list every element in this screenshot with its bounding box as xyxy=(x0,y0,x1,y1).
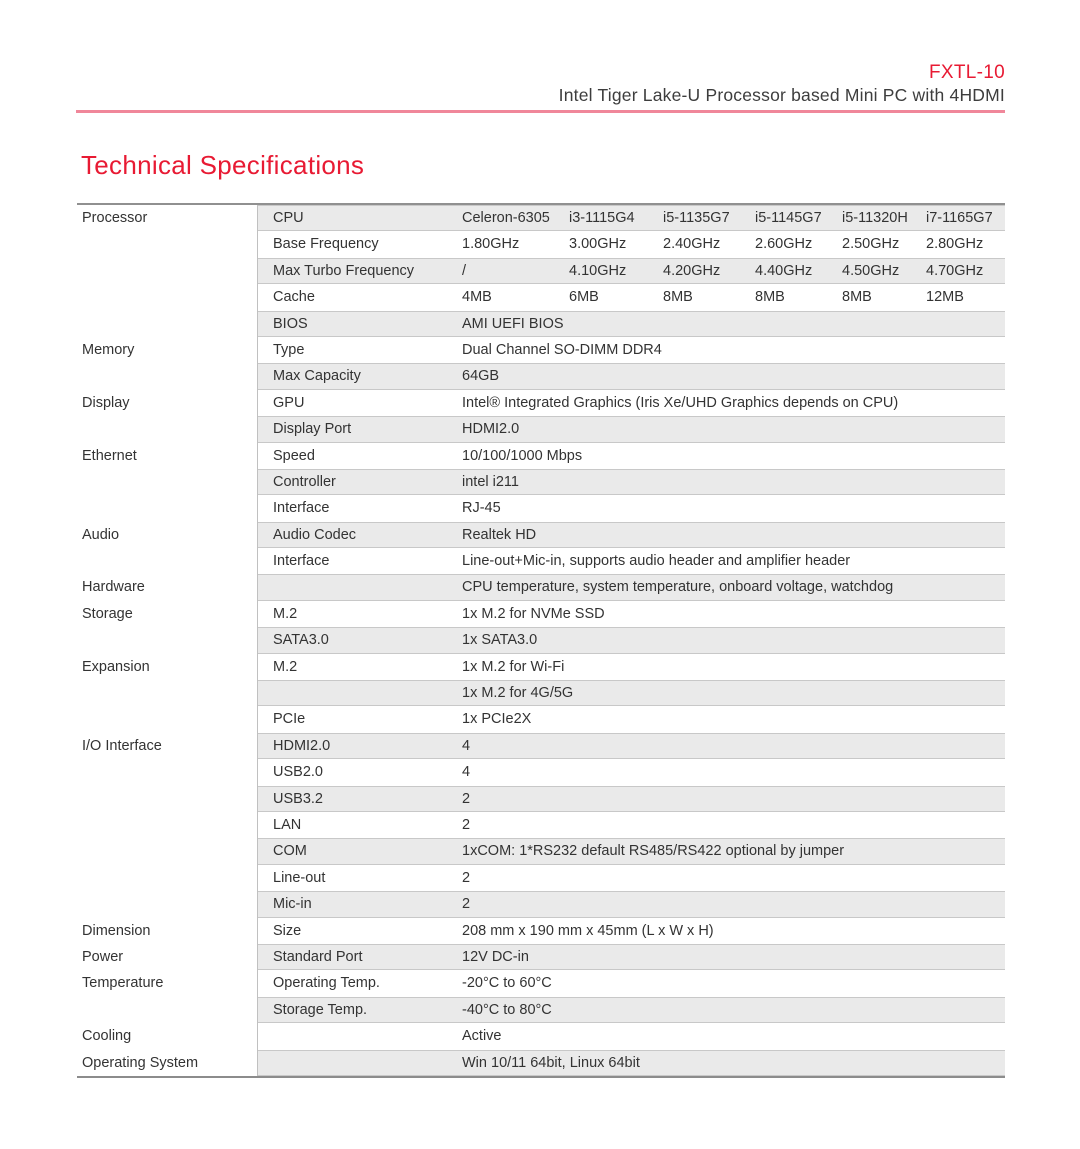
spec-subrow xyxy=(257,759,1005,785)
spec-value-cell: HDMI2.0 xyxy=(462,421,520,438)
spec-subrow xyxy=(257,944,1005,970)
table-row xyxy=(77,891,1005,917)
category-cell xyxy=(77,865,257,891)
category-cell: Temperature xyxy=(82,975,164,992)
category-cell: Storage xyxy=(82,605,133,622)
spec-value-cell: 1x SATA3.0 xyxy=(462,632,538,649)
spec-value-cell: Dual Channel SO-DIMM DDR4 xyxy=(462,341,662,358)
spec-value-col: 2.60GHz xyxy=(755,236,813,253)
category-cell: Hardware xyxy=(82,579,145,596)
spec-subrow xyxy=(257,284,1005,310)
spec-value-cell xyxy=(462,258,1005,284)
category-cell xyxy=(77,838,257,864)
table-row xyxy=(77,311,1005,337)
spec-value-cell: intel i211 xyxy=(462,473,519,490)
spec-label-cell xyxy=(258,574,462,600)
spec-label-cell: LAN xyxy=(273,816,302,833)
page-header xyxy=(559,60,1005,106)
spec-label-cell: Base Frequency xyxy=(273,236,379,253)
spec-subrow xyxy=(257,443,1005,469)
spec-subrow xyxy=(257,522,1005,548)
table-row xyxy=(77,574,1005,600)
category-cell xyxy=(77,258,257,284)
table-row xyxy=(77,865,1005,891)
category-cell: Memory xyxy=(82,341,135,358)
table-row xyxy=(77,469,1005,495)
spec-label-cell: Type xyxy=(273,341,305,358)
spec-label-cell: Cache xyxy=(273,289,315,306)
spec-subrow xyxy=(257,390,1005,416)
spec-value-cell: 2 xyxy=(462,896,471,913)
spec-value-cell: Realtek HD xyxy=(462,526,537,543)
spec-label-cell: Controller xyxy=(273,473,336,490)
spec-label-cell: USB2.0 xyxy=(273,764,323,781)
category-cell xyxy=(77,311,257,337)
table-row xyxy=(77,363,1005,389)
spec-label-cell xyxy=(258,1023,462,1049)
spec-value-cell: AMI UEFI BIOS xyxy=(462,315,564,332)
spec-value-col: 1.80GHz xyxy=(462,236,520,253)
table-row xyxy=(77,258,1005,284)
spec-subrow xyxy=(257,469,1005,495)
spec-subrow xyxy=(257,812,1005,838)
spec-value-col: 2.40GHz xyxy=(663,236,721,253)
header-divider xyxy=(76,110,1005,113)
spec-value-cell: Active xyxy=(462,1028,502,1045)
spec-value-col: 3.00GHz xyxy=(569,236,627,253)
category-cell xyxy=(77,284,257,310)
table-row xyxy=(77,548,1005,574)
spec-subrow xyxy=(257,733,1005,759)
table-row xyxy=(77,654,1005,680)
spec-value-col: / xyxy=(462,262,467,279)
spec-subrow xyxy=(257,970,1005,996)
table-row xyxy=(77,838,1005,864)
table-row xyxy=(77,390,1005,416)
spec-value-cell: 1x M.2 for NVMe SSD xyxy=(462,605,605,622)
spec-value-cell: 2 xyxy=(462,816,471,833)
category-cell xyxy=(77,363,257,389)
spec-value-cell: 10/100/1000 Mbps xyxy=(462,447,583,464)
spec-label-cell: PCIe xyxy=(273,711,306,728)
spec-value-col: 2.50GHz xyxy=(842,236,900,253)
spec-value-cell: 4 xyxy=(462,764,471,781)
category-cell xyxy=(77,469,257,495)
spec-value-col: 2.80GHz xyxy=(926,236,984,253)
spec-value-col: 8MB xyxy=(755,289,785,306)
spec-label-cell: Interface xyxy=(273,553,330,570)
spec-label-cell: Operating Temp. xyxy=(273,975,380,992)
spec-value-cell: 2 xyxy=(462,869,471,886)
spec-value-col: i5-1135G7 xyxy=(663,210,730,226)
spec-label-cell: HDMI2.0 xyxy=(273,737,331,754)
category-cell xyxy=(77,680,257,706)
category-cell xyxy=(77,548,257,574)
spec-subrow xyxy=(257,258,1005,284)
spec-subrow xyxy=(257,786,1005,812)
spec-subrow xyxy=(257,627,1005,653)
spec-value-cell xyxy=(462,205,1005,231)
spec-label-cell: M.2 xyxy=(273,658,298,675)
spec-subrow xyxy=(257,918,1005,944)
spec-label-cell: Audio Codec xyxy=(273,526,357,543)
category-cell xyxy=(77,997,257,1023)
spec-label-cell: SATA3.0 xyxy=(273,632,329,649)
section-title: Technical Specifications xyxy=(81,150,365,180)
category-cell: Power xyxy=(82,948,124,965)
spec-label-cell: Size xyxy=(273,922,302,939)
spec-value-cell: 208 mm x 190 mm x 45mm (L x W x H) xyxy=(462,922,714,939)
spec-value-cell: CPU temperature, system temperature, onboard voltage, watchdog xyxy=(462,579,894,596)
spec-subrow xyxy=(257,1050,1005,1076)
spec-value-cell: Line-out+Mic-in, supports audio header and amplifier header xyxy=(462,553,851,570)
category-cell: I/O Interface xyxy=(82,737,162,754)
spec-table xyxy=(77,203,1005,1078)
spec-value-col: 4.40GHz xyxy=(755,262,813,279)
spec-subrow xyxy=(257,891,1005,917)
table-row xyxy=(77,627,1005,653)
product-subtitle: Intel Tiger Lake-U Processor based Mini PC with 4HDMI xyxy=(558,85,1005,105)
spec-label-cell: Storage Temp. xyxy=(273,1001,368,1018)
table-row xyxy=(77,970,1005,996)
spec-label-cell: Speed xyxy=(273,447,315,464)
category-cell xyxy=(77,812,257,838)
table-row xyxy=(77,680,1005,706)
table-row xyxy=(77,231,1005,257)
category-cell xyxy=(77,891,257,917)
spec-value-col: i3-1115G4 xyxy=(569,210,635,226)
spec-value-cell: -20°C to 60°C xyxy=(462,975,552,992)
table-row xyxy=(77,1023,1005,1049)
spec-value-col: 4.20GHz xyxy=(663,262,721,279)
spec-value-col: 4MB xyxy=(462,289,492,306)
spec-subrow xyxy=(257,654,1005,680)
category-cell xyxy=(77,759,257,785)
spec-value-cell: 1x M.2 for 4G/5G xyxy=(462,685,574,702)
category-cell xyxy=(77,495,257,521)
spec-label-cell: USB3.2 xyxy=(273,790,323,807)
spec-value-cell xyxy=(462,231,1005,257)
table-row xyxy=(77,944,1005,970)
spec-label-cell: CPU xyxy=(273,210,304,226)
spec-subrow xyxy=(257,1023,1005,1049)
spec-label-cell: Max Capacity xyxy=(273,368,361,385)
category-cell xyxy=(77,416,257,442)
spec-subrow xyxy=(257,311,1005,337)
spec-subrow xyxy=(257,680,1005,706)
spec-subrow xyxy=(257,416,1005,442)
table-row xyxy=(77,337,1005,363)
spec-label-cell: BIOS xyxy=(273,315,308,332)
spec-value-cell: Intel® Integrated Graphics (Iris Xe/UHD Graphics depends on CPU) xyxy=(462,394,899,411)
table-row xyxy=(77,522,1005,548)
spec-value-col: 4.50GHz xyxy=(842,262,900,279)
spec-value-col: Celeron-6305 xyxy=(462,210,550,226)
category-cell: Dimension xyxy=(82,922,151,939)
spec-subrow xyxy=(257,495,1005,521)
spec-label-cell xyxy=(258,1050,462,1076)
category-cell: Expansion xyxy=(82,658,150,675)
category-cell xyxy=(77,706,257,732)
table-row xyxy=(77,416,1005,442)
category-cell: Processor xyxy=(82,210,148,226)
spec-label-cell xyxy=(258,680,462,706)
category-cell xyxy=(77,231,257,257)
category-cell: Operating System xyxy=(82,1054,199,1071)
table-row xyxy=(77,1050,1005,1076)
table-row xyxy=(77,495,1005,521)
spec-value-col: 4.70GHz xyxy=(926,262,984,279)
spec-subrow xyxy=(257,601,1005,627)
spec-label-cell: Line-out xyxy=(273,869,326,886)
spec-subrow xyxy=(257,337,1005,363)
spec-label-cell: GPU xyxy=(273,394,305,411)
spec-label-cell: COM xyxy=(273,843,307,860)
spec-value-cell: 12V DC-in xyxy=(462,948,529,965)
spec-value-cell: 2 xyxy=(462,790,471,807)
table-row xyxy=(77,284,1005,310)
spec-value-col: 8MB xyxy=(842,289,872,306)
table-row xyxy=(77,601,1005,627)
spec-value-cell: Win 10/11 64bit, Linux 64bit xyxy=(462,1054,640,1071)
spec-value-col: i5-11320H xyxy=(842,210,908,226)
spec-subrow xyxy=(257,706,1005,732)
spec-label-cell: Standard Port xyxy=(273,948,363,965)
spec-subrow xyxy=(257,548,1005,574)
spec-value-col: 8MB xyxy=(663,289,693,306)
spec-value-cell: RJ-45 xyxy=(462,500,501,517)
category-cell: Audio xyxy=(82,526,120,543)
spec-value-cell: 1x M.2 for Wi-Fi xyxy=(462,658,565,675)
spec-value-col: 4.10GHz xyxy=(569,262,627,279)
category-cell: Ethernet xyxy=(82,447,137,464)
table-row xyxy=(77,997,1005,1023)
spec-subrow xyxy=(257,363,1005,389)
spec-label-cell: Display Port xyxy=(273,421,352,438)
table-row xyxy=(77,812,1005,838)
table-row xyxy=(77,205,1005,231)
spec-label-cell: M.2 xyxy=(273,605,298,622)
table-row xyxy=(77,918,1005,944)
category-cell: Display xyxy=(82,394,130,411)
spec-value-cell xyxy=(462,284,1005,310)
spec-value-cell: 64GB xyxy=(462,368,500,385)
spec-label-cell: Mic-in xyxy=(273,896,312,913)
spec-subrow xyxy=(257,838,1005,864)
spec-subrow xyxy=(257,865,1005,891)
spec-value-col: 12MB xyxy=(926,289,964,306)
spec-label-cell: Max Turbo Frequency xyxy=(273,262,415,279)
spec-subrow xyxy=(257,997,1005,1023)
spec-subrow xyxy=(257,231,1005,257)
spec-value-cell: 1x PCIe2X xyxy=(462,711,532,728)
spec-subrow xyxy=(257,205,1005,231)
table-row xyxy=(77,706,1005,732)
table-row xyxy=(77,759,1005,785)
table-row xyxy=(77,786,1005,812)
spec-value-col: 6MB xyxy=(569,289,599,306)
spec-subrow xyxy=(257,574,1005,600)
category-cell: Cooling xyxy=(82,1028,132,1045)
spec-value-col: i7-1165G7 xyxy=(926,210,993,226)
table-row xyxy=(77,733,1005,759)
spec-value-cell: 1xCOM: 1*RS232 default RS485/RS422 optional by jumper xyxy=(462,843,845,860)
product-model: FXTL-10 xyxy=(928,62,1005,83)
spec-value-col: i5-1145G7 xyxy=(755,210,822,226)
spec-label-cell: Interface xyxy=(273,500,330,517)
spec-value-cell: -40°C to 80°C xyxy=(462,1001,552,1018)
category-cell xyxy=(77,786,257,812)
spec-value-cell: 4 xyxy=(462,737,471,754)
category-cell xyxy=(77,627,257,653)
table-row xyxy=(77,443,1005,469)
